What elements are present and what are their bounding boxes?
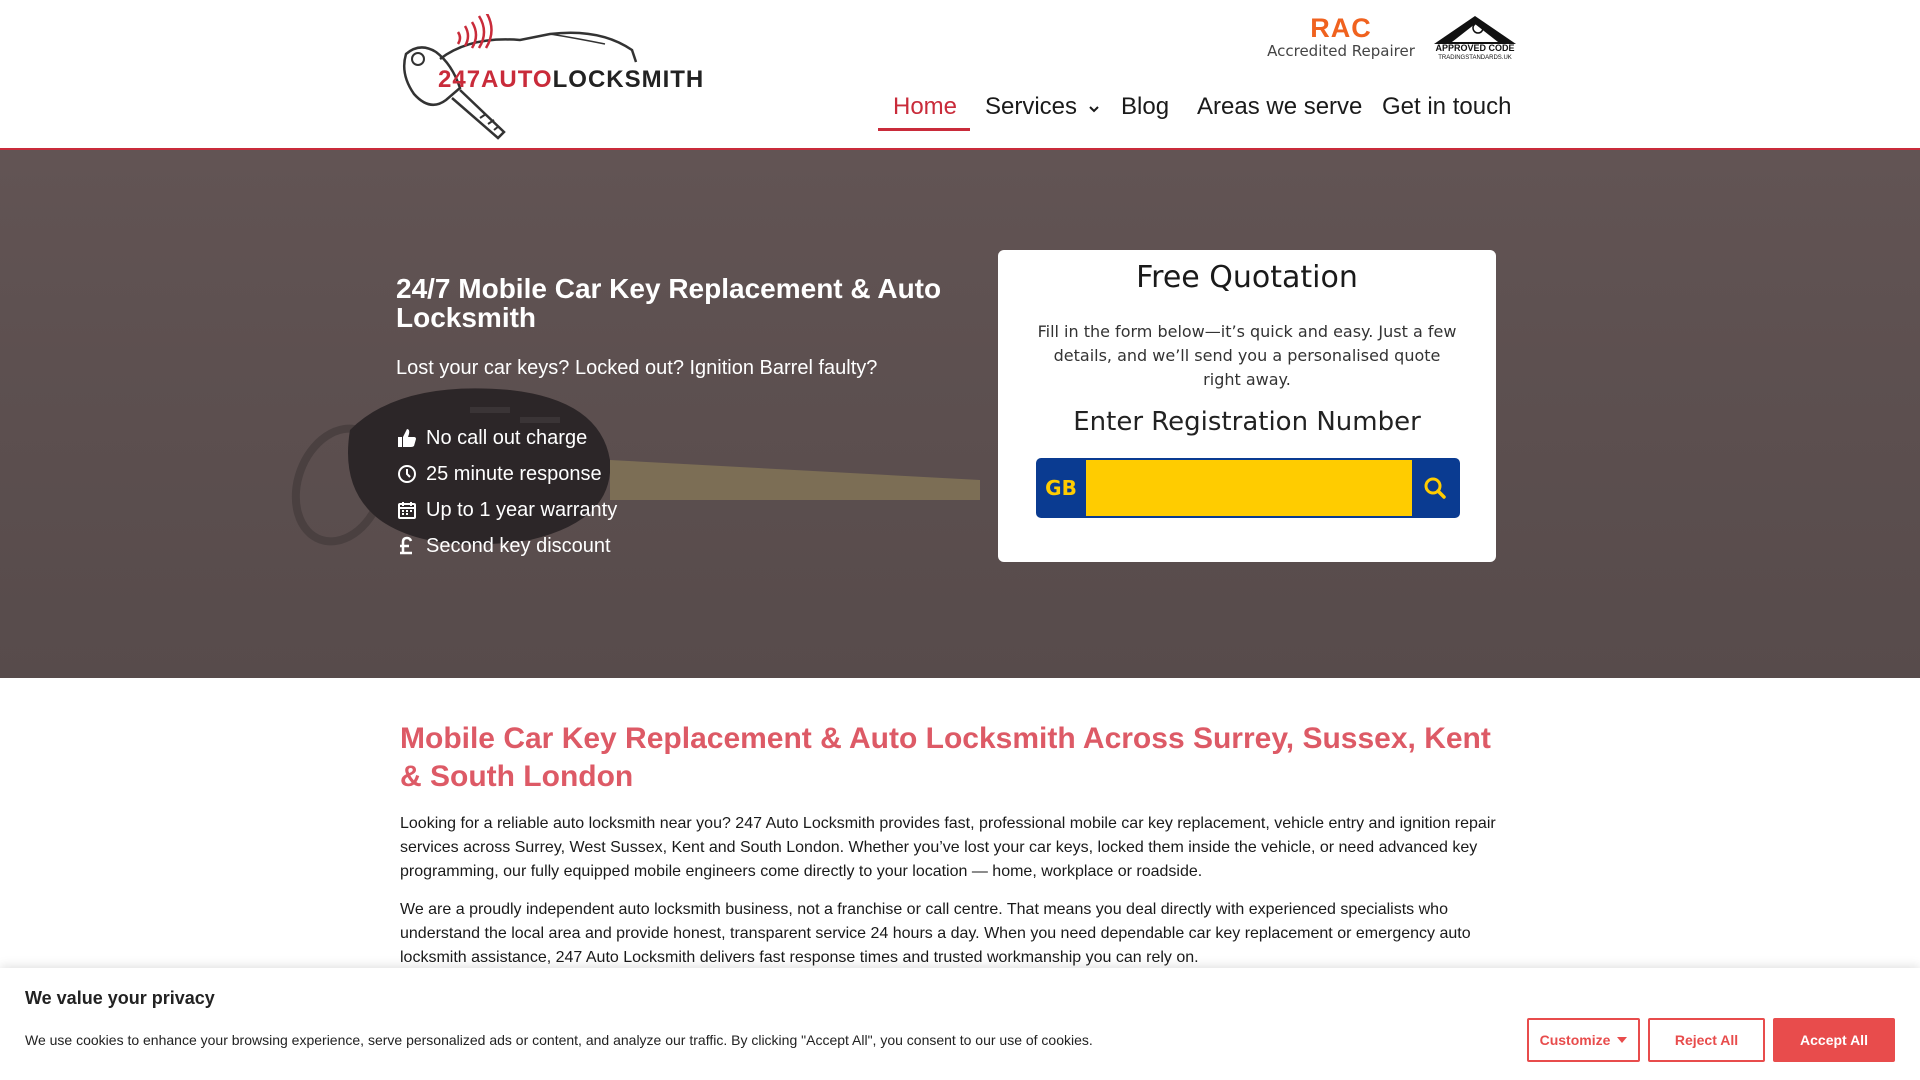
feature-label: Up to 1 year warranty	[426, 498, 618, 521]
registration-heading: Enter Registration Number	[1073, 407, 1421, 437]
intro-content	[400, 720, 1520, 970]
quote-description: Fill in the form below—it’s quick and easy. Just a few details, and we’ll send you a personalised quote right away.	[1037, 322, 1457, 389]
site-header	[0, 0, 1920, 150]
nav-item-contact[interactable]: Get in touch	[1382, 93, 1512, 120]
nav-item-home[interactable]: Home	[893, 93, 958, 120]
cookie-accept-button[interactable]: Accept All	[1773, 1018, 1895, 1062]
logo-part-red: 247AUTO	[438, 66, 553, 93]
cookie-customize-label: Customize	[1539, 1032, 1611, 1048]
calendar-icon	[396, 499, 418, 521]
hero-section	[0, 150, 1920, 678]
intro-heading: Mobile Car Key Replacement & Auto Locksmith Across Surrey, Sussex, Kent & South London	[400, 722, 1491, 793]
cookie-description: We use cookies to enhance your browsing experience, serve personalized ads or content, and analyze our traffic. By clicking "Accept All", you consent to our use of cookies.	[25, 1032, 1093, 1048]
pound-icon	[396, 535, 418, 557]
feature-label: 25 minute response	[426, 462, 602, 485]
nav-active-indicator	[878, 128, 970, 131]
hero-subtitle: Lost your car keys? Locked out? Ignition Barrel faulty?	[396, 357, 878, 379]
chevron-down-icon	[1088, 104, 1100, 114]
registration-input[interactable]	[1086, 460, 1412, 516]
feature-item	[396, 492, 956, 528]
hero-title: 24/7 Mobile Car Key Replacement & Auto Locksmith	[396, 273, 942, 333]
feature-item	[396, 456, 956, 492]
search-icon	[1423, 476, 1447, 500]
free-quotation-card	[998, 250, 1496, 562]
logo-wordmark	[438, 66, 704, 94]
nav-item-blog[interactable]: Blog	[1121, 93, 1170, 120]
approved-code-badge	[1432, 14, 1518, 64]
clock-icon	[396, 463, 418, 485]
cookie-reject-button[interactable]: Reject All	[1648, 1018, 1765, 1062]
intro-paragraph: Looking for a reliable auto locksmith near you? 247 Auto Locksmith provides fast, professional mobile car key replacement, vehicle entry and ignition repair services across Surrey, West Sussex, Kent and South London. Whether you’ve lost your car keys, locked them inside the vehicle, or need advanced key programming, our fully equipped mobile engineers come directly to your location — home, workplace or roadside.	[400, 815, 1496, 880]
registration-search-button[interactable]	[1412, 460, 1458, 516]
cookie-title: We value your privacy	[25, 988, 215, 1008]
feature-label: Second key discount	[426, 534, 611, 557]
feature-item	[396, 528, 956, 564]
nav-item-services[interactable]	[985, 88, 1100, 126]
quote-title: Free Quotation	[1136, 260, 1358, 295]
cookie-customize-button[interactable]	[1527, 1018, 1640, 1062]
rac-badge	[1262, 14, 1420, 62]
approved-code-line2: TRADINGSTANDARDS.UK	[1438, 55, 1512, 61]
feature-list	[396, 420, 956, 564]
site-logo[interactable]	[400, 14, 705, 142]
hero-text-block	[396, 274, 956, 564]
caret-down-icon	[1617, 1037, 1627, 1043]
thumbs-up-icon	[396, 427, 418, 449]
approved-code-triangle-icon	[1432, 14, 1518, 44]
registration-plate-field	[1036, 458, 1460, 518]
plate-country-code: GB	[1045, 476, 1077, 500]
feature-item	[396, 420, 956, 456]
rac-logo-text: RAC	[1310, 13, 1372, 43]
intro-paragraph: We are a proudly independent auto locksmith business, not a franchise or call centre. That means you deal directly with experienced specialists who understand the local area and provide honest, transparent service 24 hours a day. When you need dependable car key replacement or emergency auto locksmith assistance, 247 Auto Locksmith delivers fast response times and trusted workmanship you can rely on.	[400, 901, 1471, 966]
feature-label: No call out charge	[426, 426, 588, 449]
logo-part-dark: LOCKSMITH	[552, 66, 705, 93]
rac-subtitle: Accredited Repairer	[1267, 42, 1415, 60]
nav-item-areas[interactable]: Areas we serve	[1197, 93, 1363, 120]
nav-item-services-label: Services	[985, 93, 1078, 120]
approved-code-line1: APPROVED CODE	[1435, 43, 1515, 53]
approved-code-text	[1432, 43, 1518, 63]
